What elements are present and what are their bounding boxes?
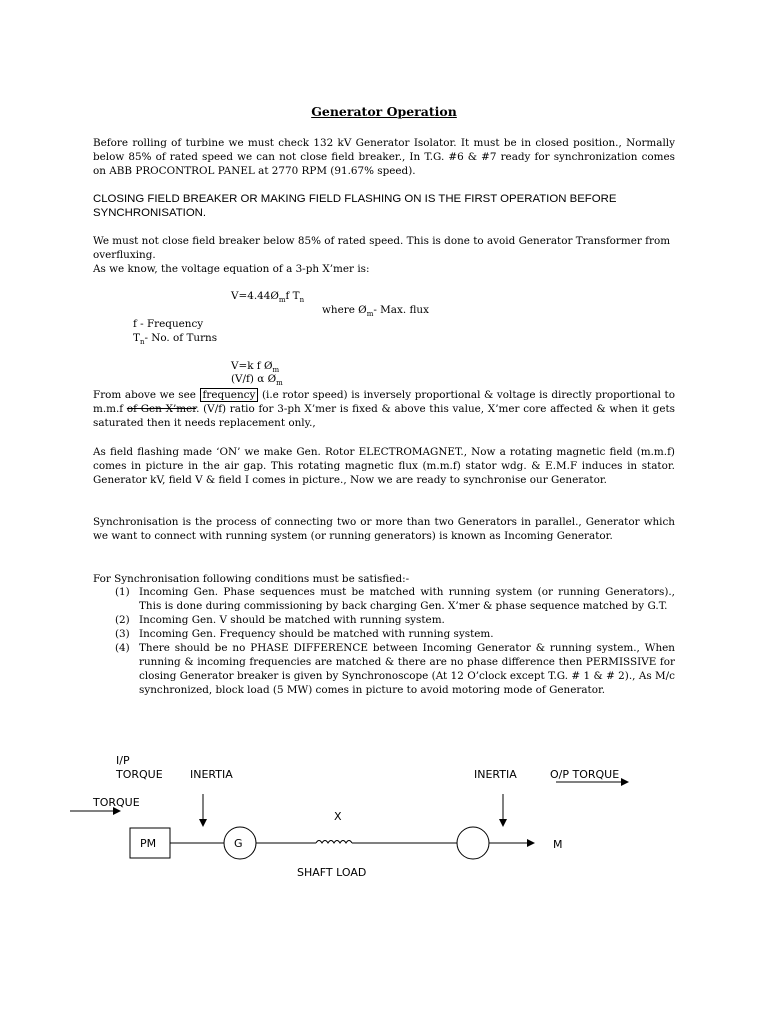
- list-item: (2) Incoming Gen. V should be matched with running system.: [115, 614, 445, 626]
- paragraph-field-breaker-caps: CLOSING FIELD BREAKER OR MAKING FIELD FLASHING ON IS THE FIRST OPERATION BEFORE SYNCHRONISATION.: [93, 193, 617, 219]
- paragraph-isolator-check: Before rolling of turbine we must check 132 kV Generator Isolator. It must be in closed position., Normally below 85% of rated speed we can not close field breaker., In T.G. #6 & #7 ready for synchronization comes on ABB PROCONTROL PANEL at 2770 RPM (91.67% speed).: [93, 137, 675, 177]
- paragraph-frequency-proportional: From above we see frequency (i.e rotor speed) is inversely proportional & voltage is directly proportional to m.m.f of Gen X’mer. (V/f) ratio for 3-ph X’mer is fixed & above this value, X’mer core affected & when it gets saturated then it needs replacement only.,: [93, 389, 675, 429]
- label-inertia-right: INERTIA: [474, 768, 517, 781]
- paragraph-overfluxing: We must not close field breaker below 85% of rated speed. This is done to avoid Generator Transformer from overfluxing.: [93, 235, 671, 261]
- shaft-spring: [316, 841, 352, 844]
- label-m: M: [553, 838, 563, 851]
- label-g: G: [234, 837, 243, 850]
- definition-turns: $T_n-$ No. of Turns: [133, 332, 218, 347]
- label-ip: I/P: [116, 754, 130, 767]
- equation-ratio: (V/f) α $Ø_m$: [231, 373, 283, 388]
- label-x: X: [334, 810, 342, 823]
- label-op-torque: O/P TORQUE: [550, 768, 620, 781]
- list-item: (1) Incoming Gen. Phase sequences must be matched with running system (or running Generators)., This is done during commissioning by back charging Gen. X’mer & phase sequence matched by G.T.: [115, 586, 675, 612]
- list-item: (3) Incoming Gen. Frequency should be matched with running system.: [115, 628, 494, 640]
- equation-voltage-1: $V=4.44Ø_mf$ $T_n$: [231, 290, 305, 305]
- label-shaft-load: SHAFT LOAD: [297, 866, 367, 879]
- equation-voltage-2: V=k f $Ø_m$: [231, 360, 280, 375]
- page-title: Generator Operation: [311, 104, 457, 119]
- motor-circle: [457, 827, 489, 859]
- label-torque-top: TORQUE: [116, 768, 163, 781]
- boxed-word-frequency: frequency: [200, 388, 259, 402]
- equation-where-definition: where $Ø_m-$ Max. flux: [322, 304, 429, 319]
- list-item: (4) There should be no PHASE DIFFERENCE between Incoming Generator & running system., When running & incoming frequencies are matched & there are no phase difference then PERMISSIVE for closing Generator breaker is given by Synchronoscope (At 12 O’clock except T.G. # 1 & # 2)., As M/c synchronized, block load (5 MW) comes in picture to avoid motoring mode of Generator.: [115, 642, 675, 696]
- definition-frequency: f - Frequency: [133, 318, 204, 330]
- label-pm: PM: [140, 837, 157, 850]
- paragraph-voltage-equation-intro: As we know, the voltage equation of a 3-ph X’mer is:: [93, 263, 370, 275]
- struck-text: of Gen X’mer: [126, 403, 197, 415]
- label-torque-left: TORQUE: [93, 796, 140, 809]
- paragraph-synchronisation-definition: Synchronisation is the process of connecting two or more than two Generators in parallel., Generator which we want to connect with running system (or running generators) is known as Incoming Generator.: [93, 516, 675, 542]
- paragraph-conditions-intro: For Synchronisation following conditions must be satisfied:-: [93, 573, 410, 585]
- paragraph-field-flashing: As field flashing made ‘ON’ we make Gen. Rotor ELECTROMAGNET., Now a rotating magnetic field (m.m.f) comes in picture in the air gap. This rotating magnetic flux (m.m.f) stator wdg. & E.M.F induces in stator. Generator kV, field V & field I comes in picture., Now we are ready to synchronise our Generator.: [93, 446, 675, 486]
- label-inertia-left: INERTIA: [190, 768, 233, 781]
